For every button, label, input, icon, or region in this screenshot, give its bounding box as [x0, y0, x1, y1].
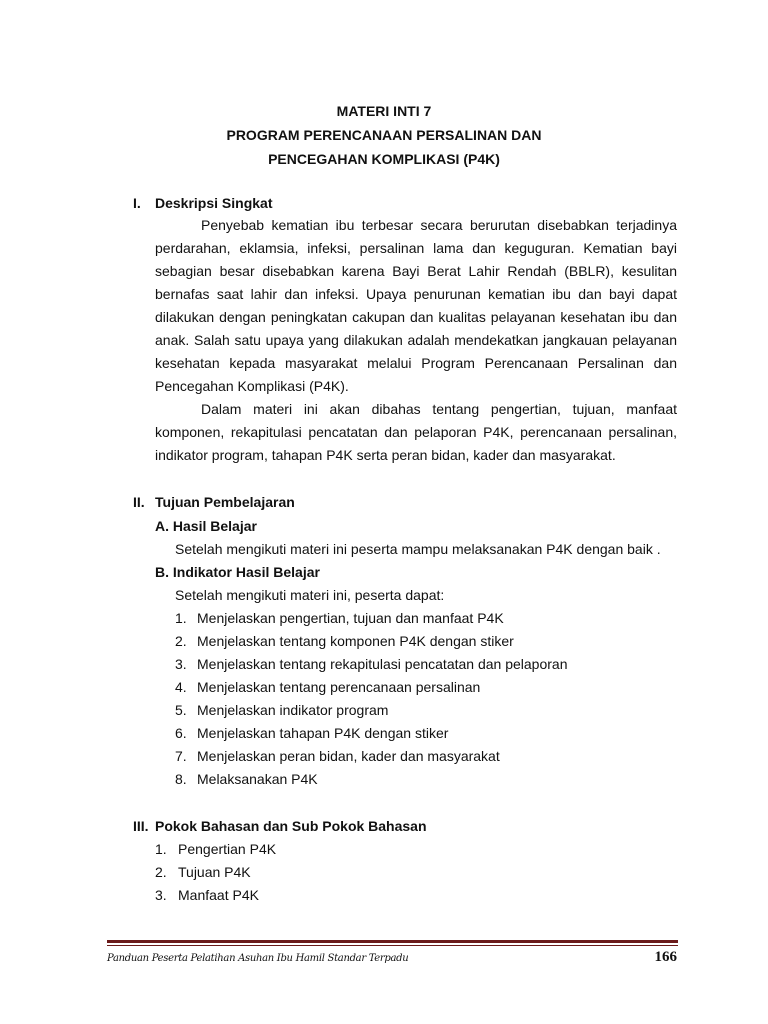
section-2-number: II.	[133, 494, 145, 510]
page-number: 166	[654, 949, 677, 965]
list-item-text: Menjelaskan peran bidan, kader dan masyarakat	[197, 748, 500, 764]
list-item	[175, 631, 568, 654]
list-item-number: 5.	[175, 702, 187, 718]
list-item-number: 8.	[175, 771, 187, 787]
list-item-text: Tujuan P4K	[178, 864, 251, 880]
section-1-title: Deskripsi Singkat	[155, 195, 273, 211]
title-line-1: MATERI INTI 7	[336, 103, 432, 119]
list-item-number: 1.	[155, 841, 167, 857]
list-item-number: 1.	[175, 610, 187, 626]
indicator-list	[175, 608, 568, 792]
list-item-text: Menjelaskan indikator program	[197, 702, 389, 718]
footer-title: Panduan Peserta Pelatihan Asuhan Ibu Hamil Standar Terpadu	[107, 953, 409, 964]
list-item-number: 4.	[175, 679, 187, 695]
list-item	[155, 885, 276, 908]
list-item	[155, 862, 276, 885]
section-2-title: Tujuan Pembelajaran	[155, 494, 295, 510]
section-1-heading	[133, 193, 273, 213]
section-3-number: III.	[133, 818, 149, 834]
list-item	[175, 608, 568, 631]
list-item-text: Manfaat P4K	[178, 887, 259, 903]
document-title	[0, 99, 768, 171]
subsection-b-text: Setelah mengikuti materi ini, peserta dapat:	[175, 587, 445, 603]
section-2-heading	[133, 492, 295, 512]
list-item-number: 3.	[155, 887, 167, 903]
section-3-title: Pokok Bahasan dan Sub Pokok Bahasan	[155, 818, 427, 834]
title-line-2: PROGRAM PERENCANAAN PERSALINAN DAN	[226, 127, 542, 143]
subsection-a-text: Setelah mengikuti materi ini peserta mampu melaksanakan P4K dengan baik .	[175, 541, 661, 557]
subsection-a-heading: A. Hasil Belajar	[155, 518, 257, 534]
section-1-paragraph-2: Dalam materi ini akan dibahas tentang pengertian, tujuan, manfaat komponen, rekapitulasi pencatatan dan pelaporan P4K, perencanaan persalinan, indikator program, tahapan P4K serta peran bidan, kader dan masyarakat.	[155, 401, 677, 463]
list-item-text: Menjelaskan tentang perencanaan persalinan	[197, 679, 481, 695]
title-line-3: PENCEGAHAN KOMPLIKASI (P4K)	[268, 151, 500, 167]
list-item-text: Pengertian P4K	[178, 841, 277, 857]
list-item	[175, 769, 568, 792]
list-item-text: Menjelaskan tentang komponen P4K dengan stiker	[197, 633, 514, 649]
list-item-number: 2.	[155, 864, 167, 880]
list-item	[155, 839, 276, 862]
section-1-paragraph-1: Penyebab kematian ibu terbesar secara berurutan disebabkan terjadinya perdarahan, eklamsia, infeksi, persalinan lama dan keguguran. Kematian bayi sebagian besar disebabkan karena Bayi Berat Lahir Rendah (BBLR), kesulitan bernafas saat lahir dan infeksi. Upaya penurunan kematian ibu dan bayi dapat dilakukan dengan peningkatan cakupan dan kualitas pelayanan kesehatan ibu dan anak. Salah satu upaya yang dilakukan adalah mendekatkan jangkauan pelayanan kesehatan kepada masyarakat melalui Program Perencanaan Persalinan dan Pencegahan Komplikasi (P4K).	[155, 217, 677, 394]
list-item	[175, 677, 568, 700]
list-item	[175, 654, 568, 677]
footer-divider-thick	[107, 940, 678, 943]
subtopic-list	[155, 839, 276, 908]
footer-divider-thin	[107, 945, 678, 946]
list-item-text: Melaksanakan P4K	[197, 771, 318, 787]
list-item	[175, 723, 568, 746]
section-3-heading	[133, 816, 427, 836]
list-item-number: 3.	[175, 656, 187, 672]
list-item-number: 7.	[175, 748, 187, 764]
list-item-number: 2.	[175, 633, 187, 649]
list-item	[175, 700, 568, 723]
list-item-text: Menjelaskan tentang rekapitulasi pencatatan dan pelaporan	[197, 656, 568, 672]
list-item-text: Menjelaskan pengertian, tujuan dan manfaat P4K	[197, 610, 504, 626]
list-item-number: 6.	[175, 725, 187, 741]
list-item-text: Menjelaskan tahapan P4K dengan stiker	[197, 725, 449, 741]
list-item	[175, 746, 568, 769]
subsection-b-heading: B. Indikator Hasil Belajar	[155, 564, 320, 580]
section-1-number: I.	[133, 195, 141, 211]
